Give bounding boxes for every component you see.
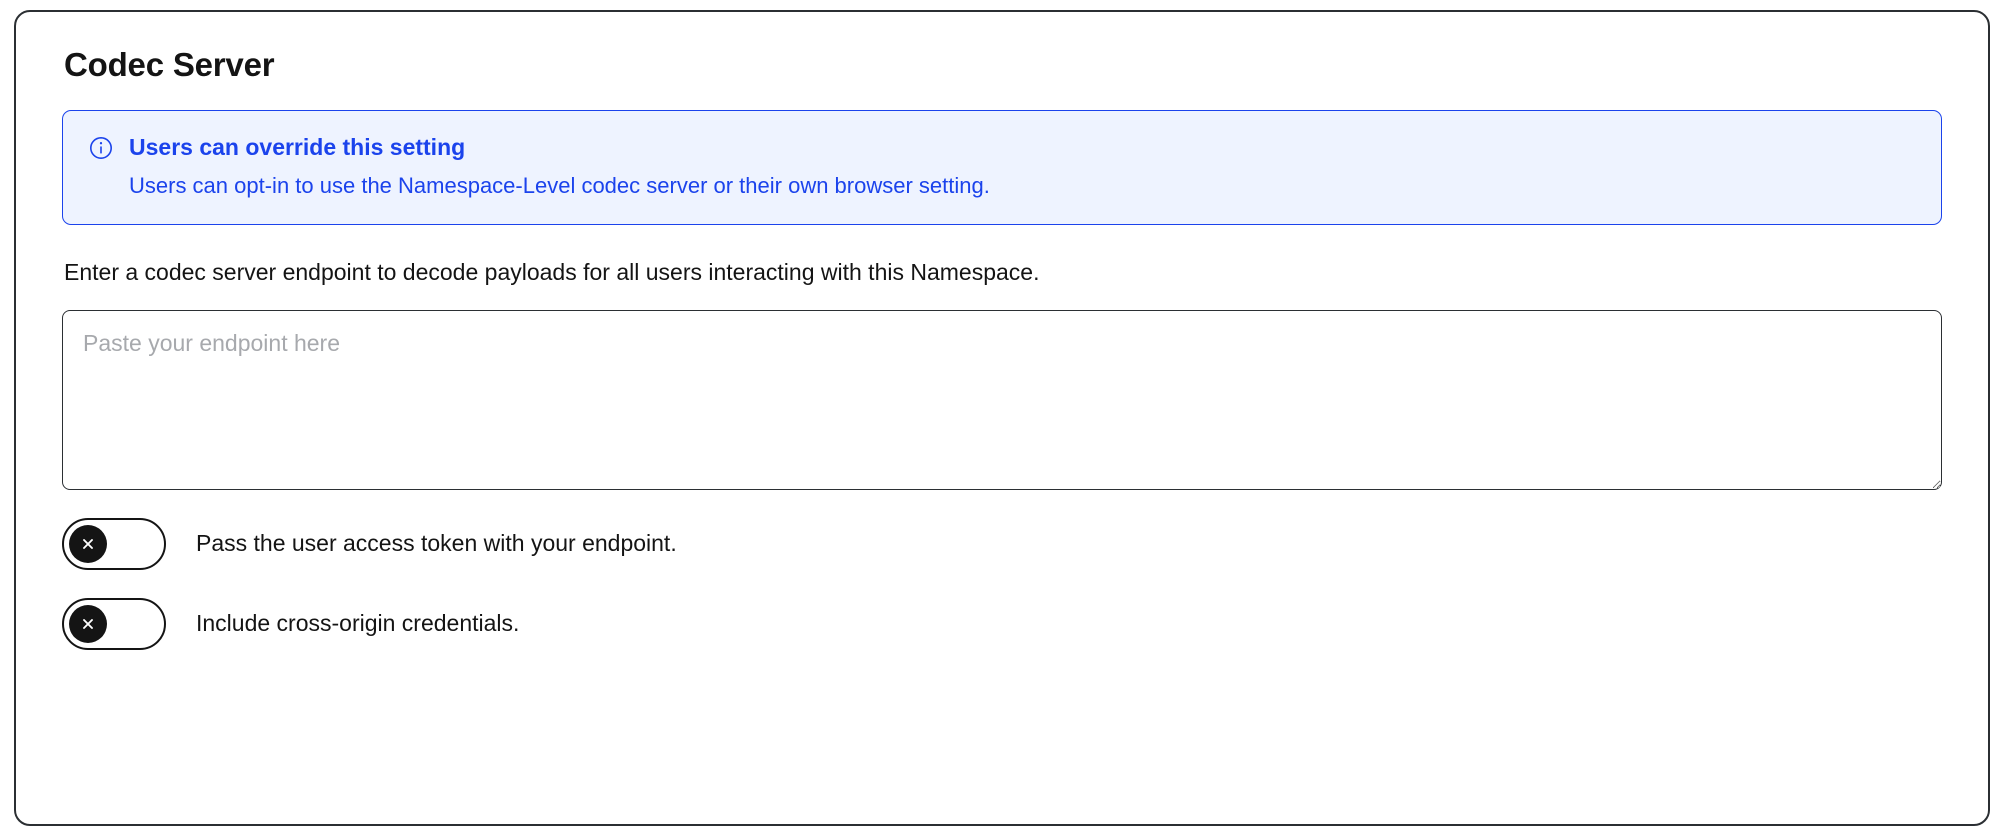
pass-access-token-label: Pass the user access token with your endpoint. [196, 530, 677, 557]
info-circle-icon [89, 136, 113, 160]
page-title: Codec Server [64, 46, 275, 83]
codec-endpoint-input[interactable] [62, 310, 1942, 490]
callout-body: Users can opt-in to use the Namespace-Level codec server or their own browser setting. [129, 172, 990, 198]
include-cross-origin-credentials-label: Include cross-origin credentials. [196, 610, 520, 637]
codec-server-panel [14, 10, 1990, 826]
x-icon [69, 605, 107, 643]
callout-title: Users can override this setting [129, 134, 466, 160]
override-notice-callout [62, 110, 1942, 225]
toggle-row-access-token [62, 518, 1942, 570]
pass-access-token-toggle[interactable] [62, 518, 166, 570]
x-icon [69, 525, 107, 563]
toggle-row-cross-origin [62, 598, 1942, 650]
include-cross-origin-credentials-toggle[interactable] [62, 598, 166, 650]
description-text: Enter a codec server endpoint to decode payloads for all users interacting with this Namespace. [64, 259, 1040, 286]
